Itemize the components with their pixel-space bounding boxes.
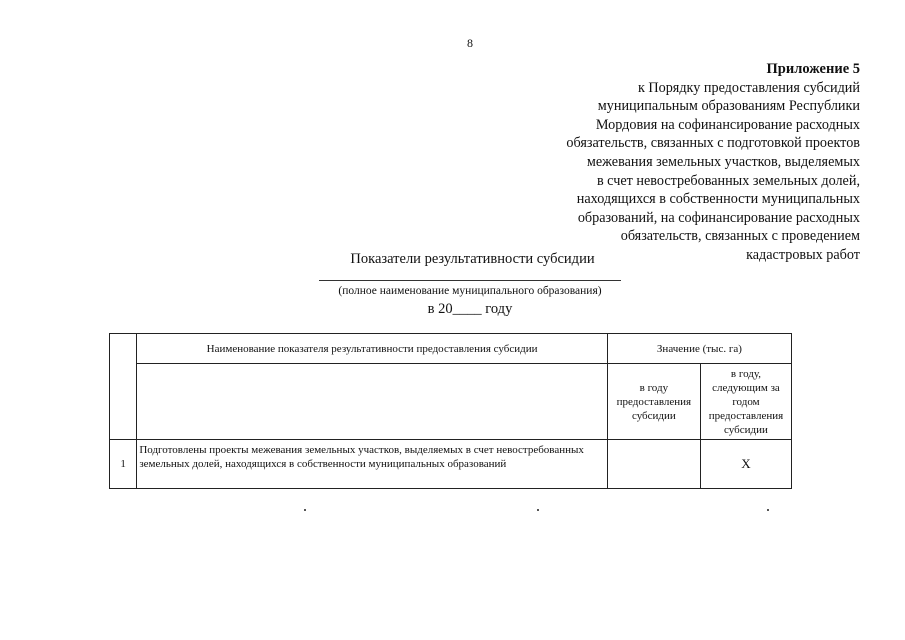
municipality-blank-line bbox=[319, 280, 621, 281]
header-number-cell bbox=[110, 334, 137, 440]
row-name-cell: Подготовлены проекты межевания земельных участков, выделяемых в счет невостребованных земельных долей, находящихся в собственности муниципальных образований bbox=[137, 440, 608, 489]
row-value-current-cell bbox=[607, 440, 700, 489]
appendix-title: Приложение 5 bbox=[766, 61, 860, 77]
row-number-cell: 1 bbox=[110, 440, 137, 489]
municipality-caption: (полное наименование муниципального образования) bbox=[338, 285, 602, 297]
row-value-next-cell: Х bbox=[700, 440, 791, 489]
subheader-next-year-cell: в году, следующим за годом предоставления субсидии bbox=[700, 364, 791, 440]
appendix-line: находящихся в собственности муниципальных bbox=[576, 191, 860, 208]
scan-speck bbox=[537, 509, 539, 511]
subheader-empty-cell bbox=[137, 364, 608, 440]
indicators-table bbox=[109, 333, 792, 489]
appendix-line: обязательств, связанных с подготовкой проектов bbox=[566, 135, 860, 152]
appendix-header bbox=[520, 60, 860, 265]
table-row bbox=[110, 440, 792, 489]
appendix-line: в счет невостребованных земельных долей, bbox=[596, 172, 860, 189]
scan-speck bbox=[767, 509, 769, 511]
page-number: 8 bbox=[467, 36, 473, 50]
appendix-line: обязательств, связанных с проведением bbox=[620, 228, 860, 245]
header-name-cell: Наименование показателя результативности предоставления субсидии bbox=[137, 334, 608, 364]
appendix-line: Мордовия на софинансирование расходных bbox=[595, 116, 860, 133]
appendix-line: межевания земельных участков, выделяемых bbox=[586, 153, 860, 170]
header-value-cell: Значение (тыс. га) bbox=[607, 334, 791, 364]
indicators-title: Показатели результативности субсидии bbox=[350, 251, 595, 267]
year-line: в 20____ году bbox=[427, 301, 513, 317]
appendix-line: к Порядку предоставления субсидий bbox=[637, 79, 860, 96]
appendix-line: кадастровых работ bbox=[746, 246, 860, 263]
table-subheader-row bbox=[110, 364, 792, 440]
table-header-row bbox=[110, 334, 792, 364]
subheader-current-year-cell: в году предоставления субсидии bbox=[607, 364, 700, 440]
scan-speck bbox=[304, 509, 306, 511]
appendix-line: муниципальным образованиям Республики bbox=[597, 98, 860, 115]
appendix-line: образований, на софинансирование расходных bbox=[577, 209, 860, 226]
